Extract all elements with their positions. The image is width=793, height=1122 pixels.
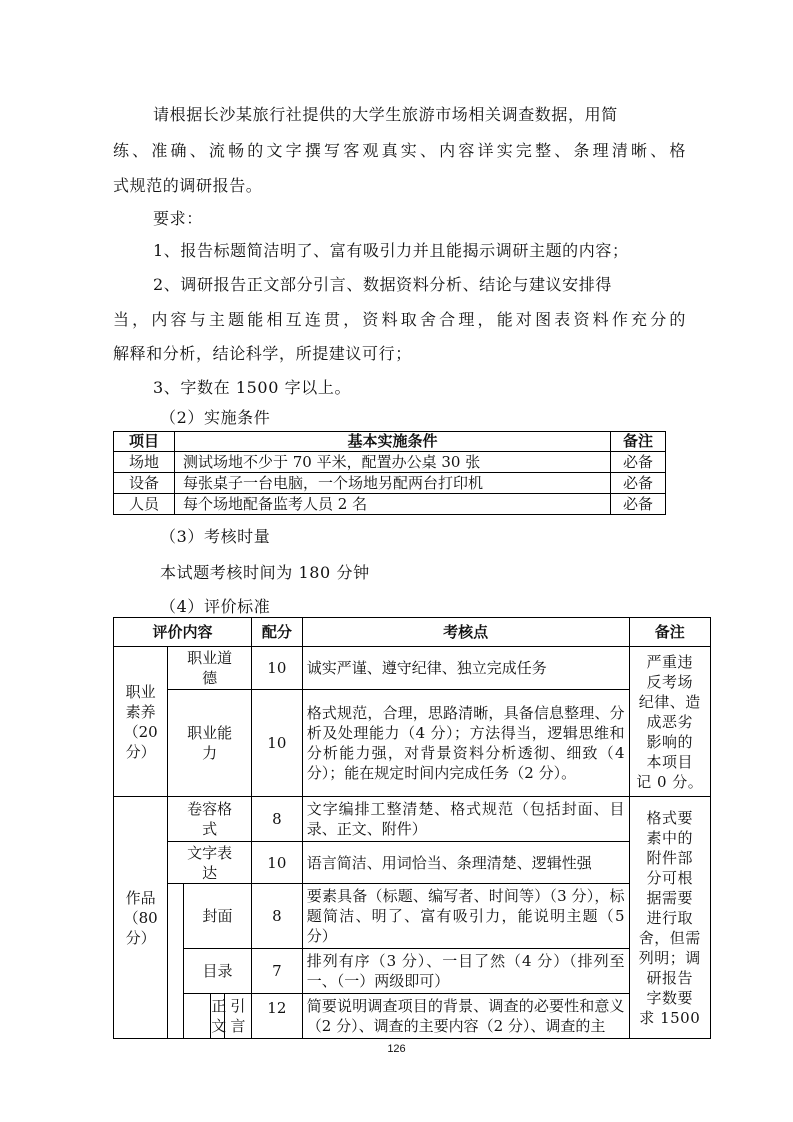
score-introduction: 12 — [251, 994, 302, 1039]
item-format: 卷容格 式 — [168, 797, 252, 842]
intro-line-3: 式规范的调研报告。 — [113, 176, 263, 195]
table-row — [114, 842, 711, 884]
points-toc: 排列有序（3 分）、一目了然（4 分）（排列至一、（一）两级即可） — [302, 949, 629, 994]
table-row — [114, 473, 666, 494]
eval-header-note: 备注 — [629, 618, 710, 647]
item-professional-ability: 职业能 力 — [168, 690, 252, 797]
score-cover: 8 — [251, 884, 302, 949]
table-row — [114, 494, 666, 515]
note-attachment: 格式要 素中的 附件部 分可根 据需要 进行取 舍，但需 列明；调 研报告 字数要 求 1500 — [629, 797, 710, 1039]
table-row — [114, 949, 711, 994]
table-row — [114, 452, 666, 473]
intro-line-2: 练、准确、流畅的文字撰写客观真实、内容详实完整、条理清晰、格 — [113, 141, 686, 160]
conditions-table — [113, 431, 666, 515]
table-row — [114, 797, 711, 842]
requirement-2-line-1: 2、调研报告正文部分引言、数据资料分析、结论与建议安排得 — [153, 275, 612, 294]
points-expression: 语言简洁、用词恰当、条理清楚、逻辑性强 — [302, 842, 629, 884]
conditions-header-note: 备注 — [611, 432, 666, 452]
conditions-header-item: 项目 — [114, 432, 175, 452]
eval-header-points: 考核点 — [302, 618, 629, 647]
score-toc: 7 — [251, 949, 302, 994]
points-professional-ability: 格式规范，合理，思路清晰，具备信息整理、分析及处理能力（4 分）；方法得当，逻辑思维和分析能力强，对背景资料分析透彻、细致（4 分）；能在规定时间内完成任务（2 分）。 — [302, 690, 629, 797]
points-cover: 要素具备（标题、编写者、时间等）（3 分），标题简洁、明了、富有吸引力，能说明主题（5 分） — [302, 884, 629, 949]
conditions-cell: 场地 — [114, 452, 175, 473]
score-format: 8 — [251, 797, 302, 842]
section-3-heading: （3）考核时量 — [160, 527, 271, 546]
category-work: 作品 （80 分） — [114, 797, 168, 1039]
section-4-heading: （4）评价标准 — [160, 597, 271, 616]
category-professional-quality: 职业 素养 （20 分） — [114, 647, 168, 797]
requirement-1: 1、报告标题简洁明了、富有吸引力并且能揭示调研主题的内容； — [153, 241, 629, 260]
points-format: 文字编排工整清楚、格式规范（包括封面、目录、正文、附件） — [302, 797, 629, 842]
item-expression: 文字表 达 — [168, 842, 252, 884]
conditions-cell: 每个场地配备监考人员 2 名 — [175, 494, 611, 515]
body-spacer — [184, 994, 211, 1039]
conditions-cell: 设备 — [114, 473, 175, 494]
eval-header-content: 评价内容 — [114, 618, 252, 647]
conditions-cell: 人员 — [114, 494, 175, 515]
item-professional-ethics: 职业道 德 — [168, 647, 252, 690]
table-row — [114, 647, 711, 690]
table-row — [114, 994, 711, 1039]
section-3-text: 本试题考核时间为 180 分钟 — [160, 563, 370, 582]
table-row — [114, 690, 711, 797]
points-professional-ethics: 诚实严谨、遵守纪律、独立完成任务 — [302, 647, 629, 690]
table-row — [114, 884, 711, 949]
section-2-heading: （2）实施条件 — [160, 408, 271, 427]
requirement-2-line-2: 当，内容与主题能相互连贯，资料取舍合理，能对图表资料作充分的 — [113, 310, 686, 329]
requirement-2-line-3: 解释和分析，结论科学，所提建议可行； — [113, 344, 412, 363]
conditions-header-condition: 基本实施条件 — [175, 432, 611, 452]
evaluation-table — [113, 617, 711, 1039]
eval-header-score: 配分 — [251, 618, 302, 647]
conditions-cell: 必备 — [611, 494, 666, 515]
conditions-cell: 测试场地不少于 70 平米，配置办公桌 30 张 — [175, 452, 611, 473]
work-subgroup-spacer — [168, 884, 184, 1039]
points-introduction: 简要说明调查项目的背景、调查的必要性和意义（2 分）、调查的主要内容（2 分）、调查的主 — [302, 994, 629, 1039]
item-introduction: 引 言 — [224, 994, 251, 1039]
requirements-heading: 要求： — [153, 209, 203, 228]
score-professional-ability: 10 — [251, 690, 302, 797]
intro-line-1: 请根据长沙某旅行社提供的大学生旅游市场相关调查数据，用简 — [153, 105, 618, 124]
conditions-cell: 每张桌子一台电脑，一个场地另配两台打印机 — [175, 473, 611, 494]
item-body: 正 文 — [211, 994, 225, 1039]
conditions-cell: 必备 — [611, 473, 666, 494]
score-professional-ethics: 10 — [251, 647, 302, 690]
score-expression: 10 — [251, 842, 302, 884]
note-discipline: 严重违 反考场 纪律、造 成恶劣 影响的 本项目 记 0 分。 — [629, 647, 710, 797]
item-toc: 目录 — [184, 949, 252, 994]
requirement-3: 3、字数在 1500 字以上。 — [153, 378, 352, 397]
item-cover: 封面 — [184, 884, 252, 949]
conditions-cell: 必备 — [611, 452, 666, 473]
page-number: 126 — [387, 1043, 406, 1055]
